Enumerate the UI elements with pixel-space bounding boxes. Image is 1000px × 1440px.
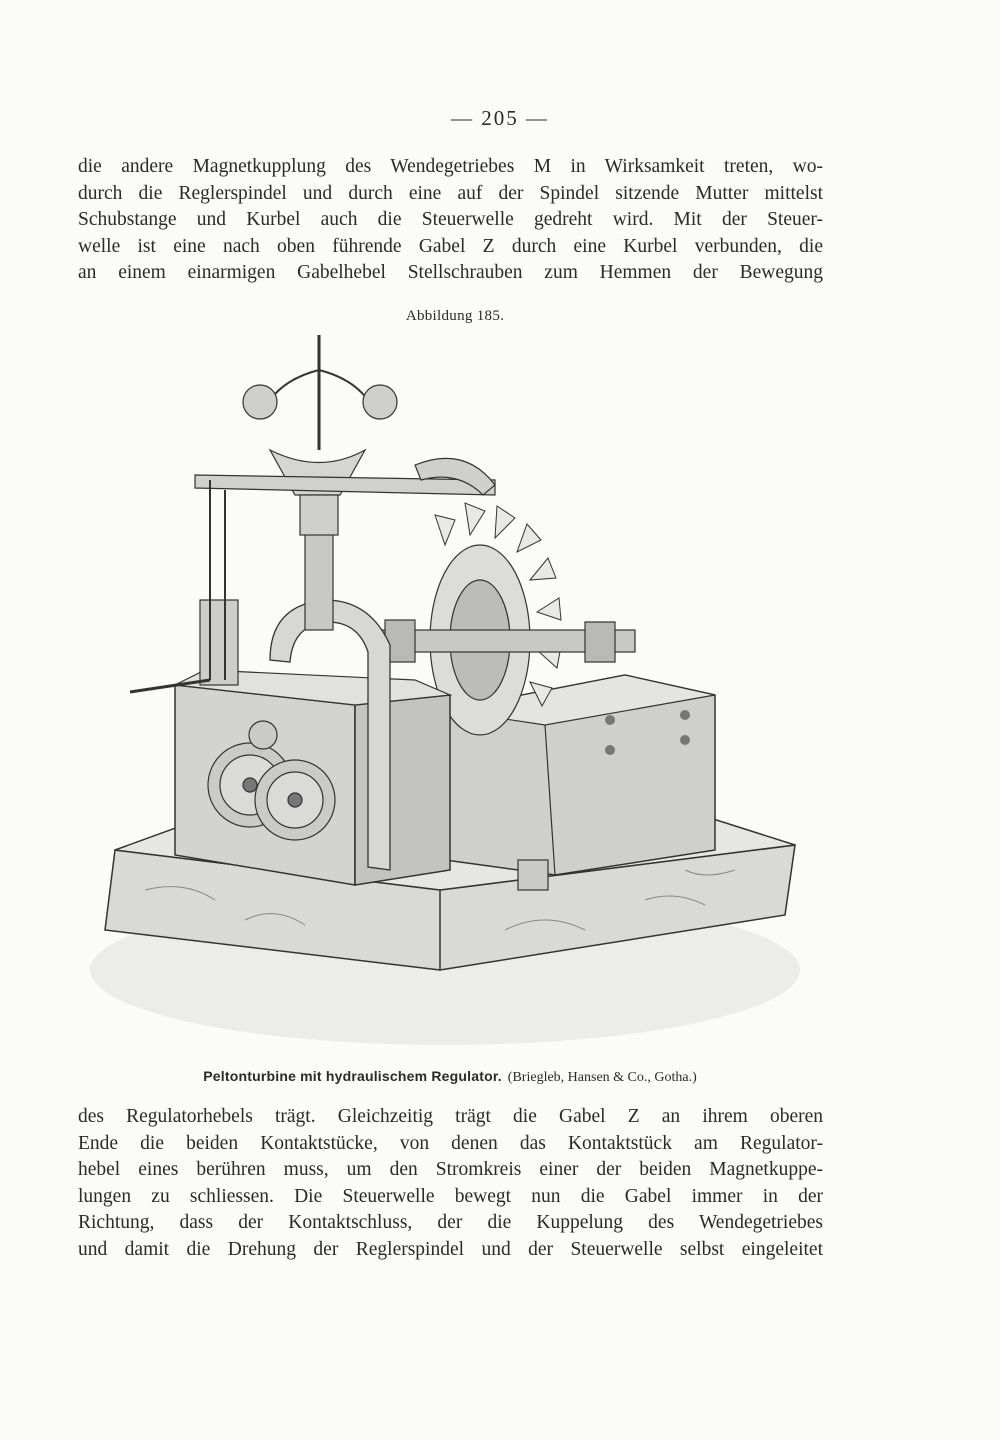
text-line: hebel eines berühren muss, um den Stromkreis einer der beiden Magnetkuppe-	[78, 1159, 823, 1180]
text-line: des Regulatorhebels trägt. Gleichzeitig trägt die Gabel Z an ihrem oberen	[78, 1106, 823, 1127]
figure-caption	[0, 1068, 900, 1086]
text-line: Schubstange und Kurbel auch die Steuerwelle gedreht wird. Mit der Steuer-	[78, 209, 823, 230]
text-line: welle ist eine nach oben führende Gabel Z durch eine Kurbel verbunden, die	[78, 235, 823, 257]
bottom-paragraph	[78, 1104, 823, 1263]
top-paragraph	[78, 154, 823, 287]
page-number: — 205 —	[451, 106, 549, 130]
pelton-turbine-illustration	[85, 330, 815, 1060]
text-line: Ende die beiden Kontaktstücke, von denen das Kontaktstück am Regulator-	[78, 1132, 823, 1154]
text-line: durch die Reglerspindel und durch eine auf der Spindel sitzende Mutter mittelst	[78, 182, 823, 204]
text-line: die andere Magnetkupplung des Wendegetriebes M in Wirksamkeit treten, wo-	[78, 156, 823, 177]
text-line: an einem einarmigen Gabelhebel Stellschrauben zum Hemmen der Bewegung	[78, 262, 823, 283]
text-line: und damit die Drehung der Reglerspindel und der Steuerwelle selbst eingeleitet	[78, 1238, 823, 1260]
figure-label: Abbildung 185.	[405, 308, 505, 324]
text-line: Richtung, dass der Kontaktschluss, der die Kuppelung des Wendegetriebes	[78, 1212, 823, 1233]
caption-credit: (Briegleb, Hansen & Co., Gotha.)	[507, 1070, 697, 1085]
text-line: lungen zu schliessen. Die Steuerwelle bewegt nun die Gabel immer in der	[78, 1185, 823, 1207]
caption-title: Peltonturbine mit hydraulischem Regulator.	[203, 1068, 502, 1084]
